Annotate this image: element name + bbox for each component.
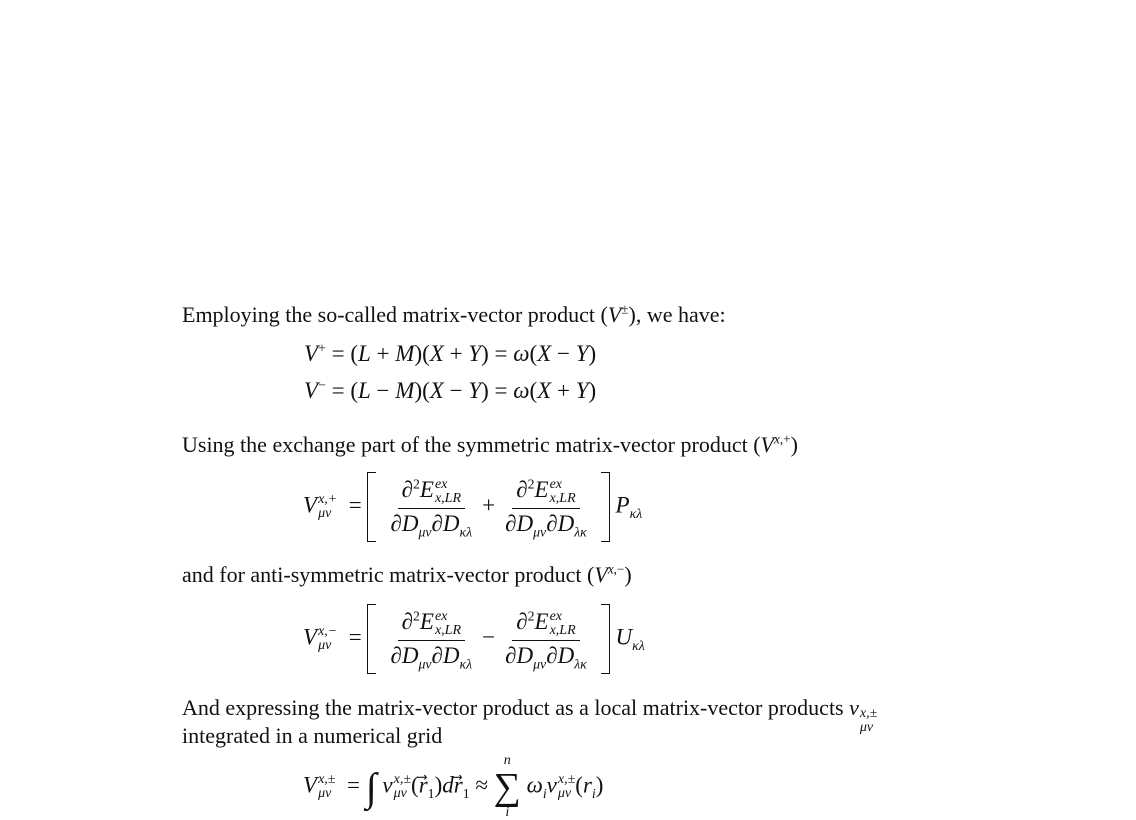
equation-grid-integration: V x,± μν = ∫ v x,± μν $(r_1)dr_1$ ≈ n ∑ i $\omega_iv$ x,± μν $(r_i)$ xyxy=(303,753,604,820)
equation-symmetric-product: V x,+ μν = ∂$^2$E ex x,LR $\partial D_{\mu\nu}\partial D_{\kappa\lambda}$ + ∂$^2$E ex x,LR $\partial D_{\mu\nu}\partial D_{\lambda\kappa}$ $P_{\kappa\lambda}$ xyxy=(303,472,642,542)
equation-v-plus: V+ = (L + M)(X + Y) = ω(X − Y) xyxy=(304,340,597,366)
paragraph-local-product: And expressing the matrix-vector product as a local matrix-vector products v x,± μν xyxy=(182,695,878,735)
paragraph-antisymmetric: and for anti-symmetric matrix-vector product $(V^{x,-})$ xyxy=(182,561,632,587)
paragraph-local-product-line2: integrated in a numerical grid xyxy=(182,723,443,748)
paragraph-intro: Employing the so-called matrix-vector product (V±), we have: xyxy=(182,301,726,327)
equation-antisymmetric-product: V x,− μν = ∂$^2$E ex x,LR $\partial D_{\mu\nu}\partial D_{\kappa\lambda}$ − ∂$^2$E ex x,LR $\partial D_{\mu\nu}\partial D_{\lambda\kappa}$ $U_{\kappa\lambda}$ xyxy=(303,604,645,674)
equation-v-minus: V− = (L − M)(X − Y) = ω(X + Y) xyxy=(304,377,597,403)
paragraph-exchange: Using the exchange part of the symmetric matrix-vector product $(V^{x,+})$ xyxy=(182,431,798,457)
